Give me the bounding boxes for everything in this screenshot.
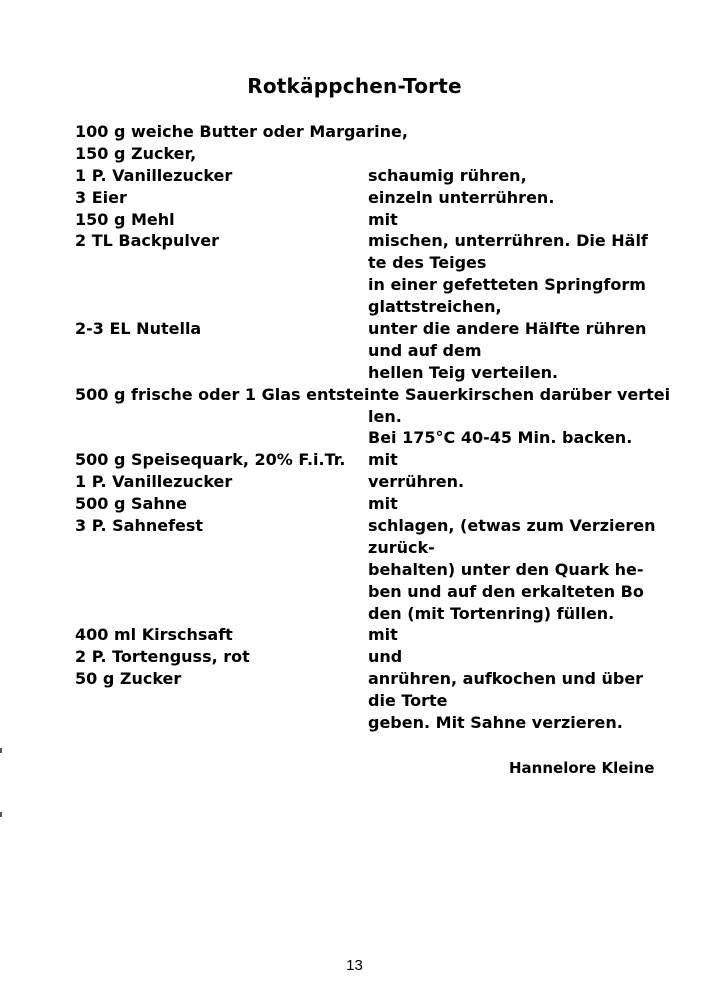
instruction: schaumig rühren, (368, 165, 527, 185)
recipe-line (75, 581, 675, 603)
recipe-line (75, 624, 675, 646)
recipe-line (75, 515, 675, 537)
recipe-line (75, 143, 675, 165)
scan-mark (0, 748, 2, 753)
ingredient: 3 Eier (75, 187, 127, 207)
recipe-line (75, 230, 675, 252)
instruction: einzeln unterrühren. (368, 187, 555, 207)
instruction: zurück- (368, 537, 435, 557)
ingredient: 100 g weiche Butter oder Margarine, (75, 122, 408, 141)
ingredient: 400 ml Kirschsaft (75, 625, 233, 645)
instruction: unter die andere Hälfte rühren (368, 319, 647, 339)
instruction: in einer gefetteten Springform (368, 275, 646, 295)
ingredient: 500 g frische oder 1 Glas entsteinte Sauerkirschen darüber vertei (75, 384, 671, 404)
recipe-line (75, 274, 675, 296)
instruction: hellen Teig verteilen. (368, 362, 559, 382)
recipe-line (75, 187, 675, 209)
recipe-line (75, 252, 675, 274)
instruction: len. (368, 406, 402, 426)
recipe-line (75, 668, 675, 690)
ingredient: 150 g Zucker, (75, 143, 197, 163)
recipe-line (75, 537, 675, 559)
instruction: anrühren, aufkochen und über (368, 669, 644, 689)
instruction: und (368, 647, 403, 667)
instruction: mit (368, 625, 398, 645)
recipe-line (75, 318, 675, 340)
instruction: den (mit Tortenring) füllen. (368, 603, 615, 623)
ingredient: 150 g Mehl (75, 209, 175, 229)
recipe-line (75, 362, 675, 384)
instruction: die Torte (368, 691, 448, 711)
recipe-body (75, 121, 675, 734)
recipe-line (75, 165, 675, 187)
recipe-line (75, 121, 675, 143)
ingredient: 2-3 EL Nutella (75, 319, 202, 339)
instruction: geben. Mit Sahne verzieren. (368, 713, 623, 733)
instruction: behalten) unter den Quark he- (368, 559, 644, 579)
recipe-line (75, 493, 675, 515)
ingredient: 1 P. Vanillezucker (75, 165, 233, 185)
instruction: glattstreichen, (368, 297, 502, 317)
ingredient: 2 P. Tortenguss, rot (75, 647, 250, 667)
ingredient: 500 g Sahne (75, 494, 187, 514)
instruction: verrühren. (368, 472, 465, 492)
recipe-line (75, 384, 675, 406)
page-number: 13 (346, 957, 363, 974)
ingredient: 2 TL Backpulver (75, 231, 219, 251)
instruction: ben und auf den erkalteten Bo (368, 581, 644, 601)
recipe-line (75, 427, 675, 449)
recipe-line (75, 340, 675, 362)
author-signature: Hannelore Kleine (509, 759, 655, 777)
instruction: mit (368, 450, 398, 470)
ingredient: 500 g Speisequark, 20% F.i.Tr. (75, 450, 346, 470)
instruction: schlagen, (etwas zum Verzieren (368, 516, 656, 536)
recipe-line (75, 406, 675, 428)
ingredient: 3 P. Sahnefest (75, 516, 204, 536)
recipe-line (75, 646, 675, 668)
instruction: te des Teiges (368, 253, 487, 273)
recipe-line (75, 603, 675, 625)
instruction: Bei 175°C 40-45 Min. backen. (368, 428, 633, 448)
recipe-line (75, 449, 675, 471)
instruction: mischen, unterrühren. Die Hälf (368, 231, 648, 251)
recipe-line (75, 559, 675, 581)
ingredient: 1 P. Vanillezucker (75, 472, 233, 492)
scan-mark (0, 812, 2, 817)
instruction: mit (368, 209, 398, 229)
recipe-line (75, 690, 675, 712)
recipe-title: Rotkäppchen-Torte (247, 74, 462, 98)
recipe-line (75, 296, 675, 318)
instruction: und auf dem (368, 340, 482, 360)
instruction: mit (368, 494, 398, 514)
recipe-line (75, 209, 675, 231)
recipe-line (75, 471, 675, 493)
recipe-line (75, 712, 675, 734)
ingredient: 50 g Zucker (75, 669, 182, 689)
